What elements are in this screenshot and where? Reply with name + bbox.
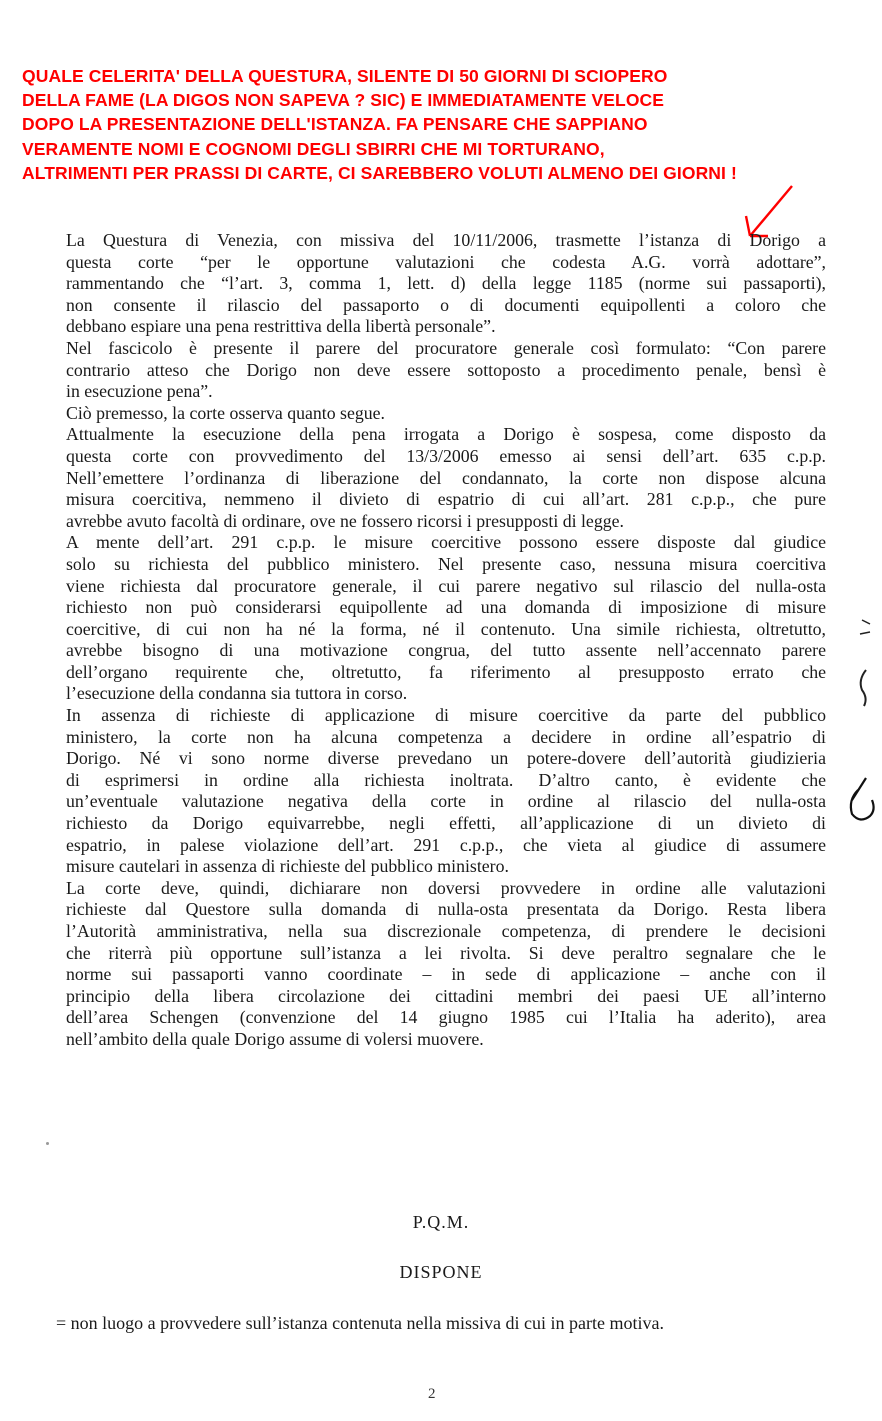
text-line: non consente il rilascio del passaporto o di documenti equipollenti a coloro che [66, 294, 826, 315]
text-line: avrebbe avuto facoltà di ordinare, ove ne fossero ricorsi i presupposti di legge. [66, 510, 624, 531]
annotation-line: DOPO LA PRESENTAZIONE DELL'ISTANZA. FA PENSARE CHE SAPPIANO [22, 114, 648, 135]
text-line: Nell’emettere l’ordinanza di liberazione del condannato, la corte non dispose alcuna [66, 467, 826, 488]
annotation-line: QUALE CELERITA' DELLA QUESTURA, SILENTE DI 50 GIORNI DI SCIOPERO [22, 66, 668, 86]
paragraph [66, 705, 826, 878]
text-line: di esprimersi in ordine alla richiesta inoltrata. D’altro canto, è evidente che [66, 769, 826, 790]
text-line: ministero, la corte non ha alcuna competenza a decidere in ordine all’espatrio di [66, 726, 826, 747]
body-text [66, 230, 826, 1051]
text-line: coercitive, di cui non ha né la forma, né il contenuto. Una simile richiesta, oltretutto, [66, 618, 826, 639]
text-line: Attualmente la esecuzione della pena irrogata a Dorigo è sospesa, come disposto da [66, 424, 826, 445]
text-line: l’esecuzione della condanna sia tuttora in corso. [66, 683, 408, 704]
text-line: contrario atteso che Dorigo non deve essere sottoposto a procedimento penale, bensì è [66, 359, 826, 380]
text-line: debbano espiare una pena restrittiva della libertà personale”. [66, 316, 496, 337]
text-line: misure cautelari in assenza di richieste del pubblico ministero. [66, 856, 509, 877]
text-line: dell’organo requirente che, oltretutto, fa riferimento al presupposto errato che [66, 661, 826, 682]
text-line: richiesto da Dorigo equivarrebbe, negli effetti, all’applicazione di un divieto di [66, 813, 826, 834]
text-line: misura coercitiva, nemmeno il divieto di espatrio di cui all’art. 281 c.p.p., che pure [66, 489, 826, 510]
text-line: l’Autorità amministrativa, nella sua discrezionale competenza, di prendere le decisioni [66, 921, 826, 941]
dispone-heading: DISPONE [399, 1262, 483, 1282]
text-line: questa corte con provvedimento del 13/3/2006 emesso ai sensi dell’art. 635 c.p.p. [66, 445, 826, 466]
text-line: principio della libera circolazione dei cittadini membri dei paesi UE all’interno [66, 985, 826, 1006]
pqm-heading: P.Q.M. [412, 1212, 470, 1232]
text-line: La corte deve, quindi, dichiarare non doversi provvedere in ordine alle valutazioni [66, 877, 826, 898]
red-annotation [22, 64, 882, 185]
text-line: viene richiesta dal procuratore generale, il cui parere negativo sul rilascio del nulla-osta [66, 575, 826, 596]
text-line: nell’ambito della quale Dorigo assume di volersi muovere. [66, 1028, 484, 1049]
text-line: Ciò premesso, la corte osserva quanto segue. [66, 402, 385, 423]
text-line: solo su richiesta del pubblico ministero. Nel presente caso, nessuna misura coercitiva [66, 553, 826, 574]
text-line: A mente dell’art. 291 c.p.p. le misure coercitive possono essere disposte dal giudice [66, 532, 826, 553]
paragraph [66, 424, 826, 532]
text-line: norme sui passaporti vanno coordinate – in sede di applicazione – anche con il [66, 964, 826, 985]
text-line: Dorigo. Né vi sono norme diverse prevedano un potere-dovere dell’autorità giudizieria [66, 748, 826, 769]
text-line: In assenza di richieste di applicazione di misure coercitive da parte del pubblico [66, 705, 826, 726]
text-line: questa corte “per le opportune valutazioni che codesta A.G. vorrà adottare”, [66, 251, 826, 272]
text-line: in esecuzione pena”. [66, 381, 213, 402]
text-line: richieste dal Questore sulla domanda di nulla-osta presentata da Dorigo. Resta libera [66, 899, 826, 920]
text-line: La Questura di Venezia, con missiva del 10/11/2006, trasmette l’istanza di Dorigo a [66, 230, 826, 250]
text-line: richiesto non può considerarsi equipollente ad una domanda di imposizione di misure [66, 597, 826, 618]
paragraph [66, 532, 826, 705]
text-line: Nel fascicolo è presente il parere del procuratore generale così formulato: “Con parere [66, 337, 826, 358]
paragraph [66, 878, 826, 1051]
paragraph [66, 230, 826, 338]
handwritten-signature-icon [832, 600, 882, 860]
scan-speck [46, 1142, 49, 1145]
page-number: 2 [428, 1386, 436, 1402]
text-line: un’eventuale valutazione negativa della corte in ordine al rilascio del nulla-osta [66, 791, 826, 812]
text-line: espatrio, in palese violazione dell’art. 291 c.p.p., che vieta al giudice di assumere [66, 834, 826, 855]
annotation-line: DELLA FAME (LA DIGOS NON SAPEVA ? SIC) E IMMEDIATAMENTE VELOCE [22, 90, 665, 111]
annotation-line: VERAMENTE NOMI E COGNOMI DEGLI SBIRRI CHE MI TORTURANO, [22, 138, 605, 159]
decision-text: = non luogo a provvedere sull’istanza contenuta nella missiva di cui in parte motiva. [56, 1313, 664, 1333]
text-line: rammentando che “l’art. 3, comma 1, lett. d) della legge 1185 (norme sui passaporti), [66, 273, 826, 294]
annotation-line: ALTRIMENTI PER PRASSI DI CARTE, CI SAREBBERO VOLUTI ALMENO DEI GIORNI ! [22, 162, 737, 183]
text-line: che riterrà più opportune sull’istanza a lei rivolta. Si deve peraltro segnalare che le [66, 942, 826, 963]
text-line: avrebbe bisogno di una motivazione congrua, del tutto assente nell’accennato parere [66, 640, 826, 661]
paragraph [66, 403, 826, 425]
text-line: dell’area Schengen (convenzione del 14 giugno 1985 cui l’Italia ha aderito), area [66, 1007, 826, 1028]
paragraph [66, 338, 826, 403]
